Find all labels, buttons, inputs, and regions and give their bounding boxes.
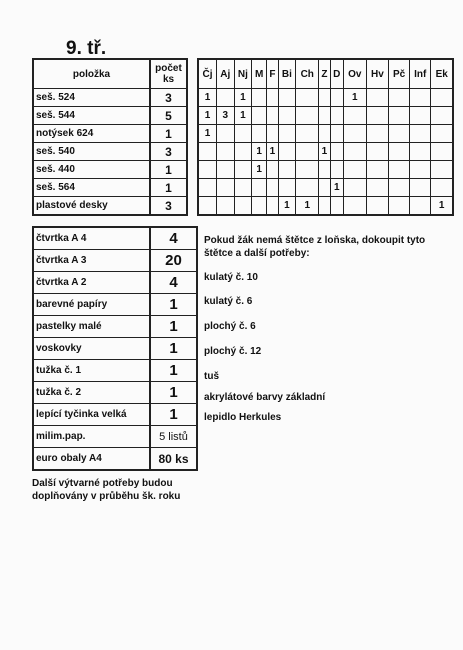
subject-header: Nj <box>234 59 252 89</box>
supply-name: pastelky malé <box>33 316 150 338</box>
subject-cell <box>278 143 296 161</box>
subject-cell <box>330 161 343 179</box>
supplies-row <box>33 250 197 272</box>
subject-cell <box>330 107 343 125</box>
supply-name: barevné papíry <box>33 294 150 316</box>
subject-cell: 1 <box>278 197 296 216</box>
subject-cell <box>388 107 409 125</box>
subject-cell <box>296 143 319 161</box>
subject-cell <box>366 107 388 125</box>
subject-header: D <box>330 59 343 89</box>
subject-cell <box>234 197 252 216</box>
brush-item: kulatý č. 6 <box>204 296 253 307</box>
supply-name: voskovky <box>33 338 150 360</box>
subject-cell: 1 <box>252 143 267 161</box>
item-name: seš. 524 <box>33 89 150 107</box>
supply-qty: 20 <box>150 250 197 272</box>
items-row <box>33 143 187 161</box>
subject-cell <box>278 179 296 197</box>
subject-cell <box>296 107 319 125</box>
subject-grid-row <box>198 161 453 179</box>
items-header-item: položka <box>33 59 150 89</box>
items-row <box>33 197 187 216</box>
subject-cell <box>278 107 296 125</box>
supply-name: lepící tyčinka velká <box>33 404 150 426</box>
subject-cell <box>319 197 330 216</box>
subject-cell <box>388 143 409 161</box>
subject-cell: 1 <box>198 107 216 125</box>
supplies-row <box>33 272 197 294</box>
item-name: seš. 564 <box>33 179 150 197</box>
item-qty: 5 <box>150 107 187 125</box>
subject-grid-row <box>198 143 453 161</box>
subject-header: Hv <box>366 59 388 89</box>
item-qty: 3 <box>150 143 187 161</box>
subject-cell <box>330 197 343 216</box>
subject-cell <box>267 161 278 179</box>
subject-cell <box>410 161 431 179</box>
subject-cell <box>319 125 330 143</box>
supply-qty: 1 <box>150 360 197 382</box>
subject-cell: 1 <box>296 197 319 216</box>
supplies-row <box>33 382 197 404</box>
supply-name: euro obaly A4 <box>33 448 150 471</box>
subject-cell: 1 <box>330 179 343 197</box>
subject-cell <box>267 197 278 216</box>
subject-cell <box>366 89 388 107</box>
subject-cell <box>431 179 453 197</box>
subject-header: Ch <box>296 59 319 89</box>
brush-item: kulatý č. 10 <box>204 272 258 283</box>
subject-grid-row <box>198 125 453 143</box>
subject-cell <box>278 89 296 107</box>
item-name: notýsek 624 <box>33 125 150 143</box>
subject-cell <box>388 89 409 107</box>
subject-cell <box>366 125 388 143</box>
subject-cell <box>366 179 388 197</box>
subject-cell <box>198 143 216 161</box>
subject-header: Inf <box>410 59 431 89</box>
supplies-row <box>33 426 197 448</box>
subject-cell: 1 <box>234 89 252 107</box>
items-row <box>33 125 187 143</box>
subject-cell <box>278 125 296 143</box>
subject-cell: 1 <box>343 89 366 107</box>
subject-cell <box>216 179 234 197</box>
supplies-row <box>33 338 197 360</box>
supplies-row <box>33 448 197 471</box>
supplies-row <box>33 227 197 250</box>
item-name: seš. 440 <box>33 161 150 179</box>
subject-cell <box>267 179 278 197</box>
subject-cell <box>366 197 388 216</box>
item-qty: 3 <box>150 197 187 216</box>
subject-cell <box>198 179 216 197</box>
subject-cell <box>388 125 409 143</box>
subject-cell: 3 <box>216 107 234 125</box>
item-name: plastové desky <box>33 197 150 216</box>
subject-cell <box>267 89 278 107</box>
subject-cell <box>198 161 216 179</box>
subject-cell <box>410 107 431 125</box>
subject-cell <box>216 89 234 107</box>
subject-cell <box>216 125 234 143</box>
subject-cell <box>296 179 319 197</box>
subject-header: Z <box>319 59 330 89</box>
subject-cell <box>343 179 366 197</box>
subject-cell <box>431 107 453 125</box>
subject-cell <box>319 107 330 125</box>
brush-item: tuš <box>204 371 219 382</box>
subject-cell: 1 <box>198 125 216 143</box>
supply-qty: 1 <box>150 338 197 360</box>
brush-item: plochý č. 12 <box>204 346 262 357</box>
items-row <box>33 89 187 107</box>
page-title: 9. tř. <box>66 38 107 59</box>
subject-cell <box>388 179 409 197</box>
subject-header: F <box>267 59 278 89</box>
brush-note: Pokud žák nemá štětce z loňska, dokoupit tyto štětce a další potřeby: <box>204 235 426 259</box>
supply-qty: 4 <box>150 272 197 294</box>
subject-header: M <box>252 59 267 89</box>
subject-cell: 1 <box>267 143 278 161</box>
subject-cell <box>252 107 267 125</box>
items-header-count: počet ks <box>150 59 187 89</box>
supply-qty: 5 listů <box>150 426 197 448</box>
subject-cell <box>267 125 278 143</box>
subject-cell <box>252 125 267 143</box>
supply-name: čtvrtka A 3 <box>33 250 150 272</box>
item-qty: 1 <box>150 125 187 143</box>
supply-name: tužka č. 2 <box>33 382 150 404</box>
subject-cell <box>343 197 366 216</box>
subject-grid-row <box>198 107 453 125</box>
subject-cell <box>388 197 409 216</box>
subject-cell <box>216 143 234 161</box>
subject-cell <box>234 143 252 161</box>
subject-cell <box>431 125 453 143</box>
item-qty: 1 <box>150 161 187 179</box>
supplies-row <box>33 360 197 382</box>
subject-cell <box>410 197 431 216</box>
subject-grid-row <box>198 197 453 216</box>
subject-cell <box>234 125 252 143</box>
subject-cell <box>252 197 267 216</box>
items-header-row <box>33 59 187 89</box>
subject-cell <box>410 89 431 107</box>
supplies-row <box>33 404 197 426</box>
subject-cell <box>319 89 330 107</box>
brush-item: lepidlo Herkules <box>204 412 282 423</box>
item-qty: 3 <box>150 89 187 107</box>
subject-cell <box>330 89 343 107</box>
item-name: seš. 544 <box>33 107 150 125</box>
subject-cell <box>431 161 453 179</box>
subject-cell <box>431 89 453 107</box>
brush-item: plochý č. 6 <box>204 321 256 332</box>
supply-qty: 80 ks <box>150 448 197 471</box>
subject-cell <box>319 179 330 197</box>
subject-cell: 1 <box>431 197 453 216</box>
subject-cell <box>267 107 278 125</box>
subject-header: Pč <box>388 59 409 89</box>
subject-cell <box>343 161 366 179</box>
supply-qty: 1 <box>150 382 197 404</box>
subject-cell <box>330 143 343 161</box>
supply-qty: 1 <box>150 316 197 338</box>
subject-cell <box>343 125 366 143</box>
supply-name: čtvrtka A 4 <box>33 227 150 250</box>
subject-cell <box>319 161 330 179</box>
subject-cell <box>234 179 252 197</box>
subject-header: Aj <box>216 59 234 89</box>
supply-name: milim.pap. <box>33 426 150 448</box>
supplies-row <box>33 294 197 316</box>
supplies-row <box>33 316 197 338</box>
subject-grid-header-row <box>198 59 453 89</box>
subject-cell <box>410 125 431 143</box>
supplies-table <box>32 226 198 471</box>
supply-name: čtvrtka A 2 <box>33 272 150 294</box>
item-name: seš. 540 <box>33 143 150 161</box>
subject-cell <box>216 197 234 216</box>
brush-item: akrylátové barvy základní <box>204 392 326 403</box>
supply-qty: 1 <box>150 294 197 316</box>
supplies-note: Další výtvarné potřeby budou doplňovány v průběhu šk. roku <box>32 478 181 502</box>
subject-cell <box>330 125 343 143</box>
subject-cell <box>296 161 319 179</box>
subject-cell <box>234 161 252 179</box>
subject-cell: 1 <box>198 89 216 107</box>
subject-cell <box>388 161 409 179</box>
subject-cell <box>278 161 296 179</box>
supply-qty: 4 <box>150 227 197 250</box>
items-row <box>33 161 187 179</box>
subject-cell <box>252 89 267 107</box>
subject-cell <box>343 143 366 161</box>
subject-cell: 1 <box>319 143 330 161</box>
subject-cell <box>343 107 366 125</box>
items-table <box>32 58 188 216</box>
subject-cell <box>410 143 431 161</box>
subject-grid <box>197 58 454 216</box>
subject-grid-row <box>198 89 453 107</box>
subject-cell <box>366 143 388 161</box>
subject-cell: 1 <box>252 161 267 179</box>
subject-cell <box>198 197 216 216</box>
subject-cell <box>366 161 388 179</box>
subject-cell: 1 <box>234 107 252 125</box>
subject-cell <box>252 179 267 197</box>
subject-cell <box>296 125 319 143</box>
items-row <box>33 107 187 125</box>
items-row <box>33 179 187 197</box>
subject-header: Bi <box>278 59 296 89</box>
supply-qty: 1 <box>150 404 197 426</box>
subject-cell <box>216 161 234 179</box>
subject-header: Čj <box>198 59 216 89</box>
subject-grid-row <box>198 179 453 197</box>
subject-header: Ek <box>431 59 453 89</box>
subject-header: Ov <box>343 59 366 89</box>
subject-cell <box>431 143 453 161</box>
subject-cell <box>296 89 319 107</box>
item-qty: 1 <box>150 179 187 197</box>
subject-cell <box>410 179 431 197</box>
supply-name: tužka č. 1 <box>33 360 150 382</box>
